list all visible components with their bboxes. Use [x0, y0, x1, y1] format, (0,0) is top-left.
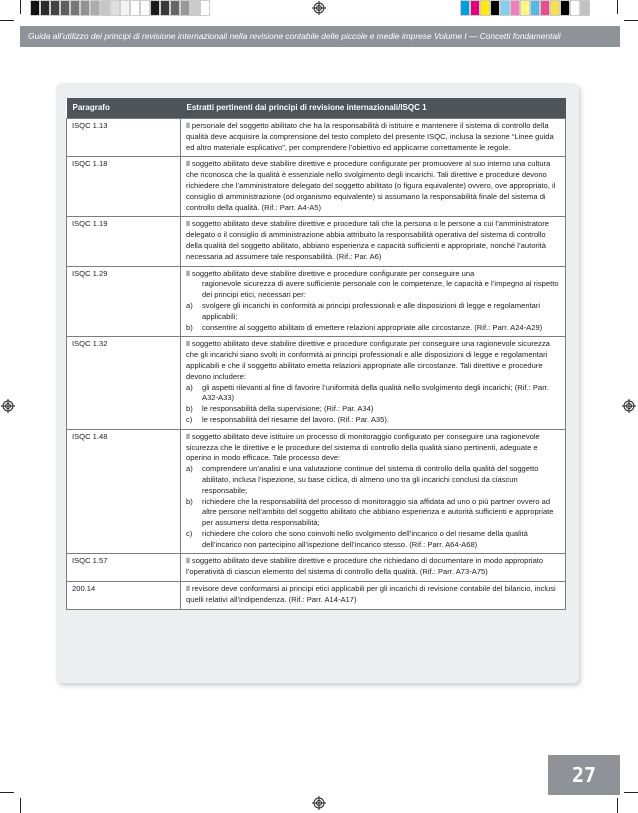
isqc-extracts-table	[66, 98, 566, 610]
color-swatch	[550, 0, 560, 16]
list-item-text: gli aspetti rilevanti al fine di favorire l’uniformità della qualità nello svolgimento degli incarichi; (Rif.: Parr. A32-A33)	[202, 382, 549, 403]
color-swatch	[160, 0, 170, 16]
row-ref: ISQC 1.13	[67, 119, 181, 157]
row-cell	[181, 337, 566, 429]
color-swatch	[530, 0, 540, 16]
list-item	[186, 415, 561, 426]
row-text: Il soggetto abilitato deve stabilire direttive e procedure configurate per conseguire una ragionevole sicurezza che gli incarichi siano svolti in conformità ai principi professionali e alle disposizioni di legge e regolamentari applicabili e che il soggetto abilitato emetta relazioni appropriate alle circostanze. Tali direttive e procedure devono includere:	[186, 339, 550, 381]
list-item	[186, 323, 561, 334]
row-text: Il personale del soggetto abilitato che ha la responsabilità di istituire e mantenere il sistema di controllo della qualità deve acquisire la comprensione del testo completo del presente ISQC, inclusa la sezione “Linee guida ed altro materiale esplicativo”, per comprendere l’obiettivo ed applicarne correttamente le regole.	[181, 119, 566, 157]
color-swatch	[510, 0, 520, 16]
list-item	[186, 529, 561, 551]
table-row	[67, 554, 566, 582]
table-row	[67, 266, 566, 337]
row-text: Il soggetto abilitato deve stabilire direttive e procedure tali che la persona o le persone a cui l’amministratore delegato o il consiglio di amministrazione abbia attribuito la responsabilità operativa del sistema di controllo della qualità del soggetto abilitato, abbiano esperienza e capacità sufficienti e appropriate, nonché l’autorità necessaria ad assumere tale responsabilità. (Rif.: Par. A6)	[181, 217, 566, 266]
color-swatch	[190, 0, 200, 16]
list-marker: a)	[186, 300, 193, 310]
registration-mark-left-icon	[1, 399, 15, 413]
color-swatch	[570, 0, 580, 16]
color-swatch	[140, 0, 150, 16]
table-row	[67, 157, 566, 217]
crop-mark	[0, 792, 14, 793]
list-item-text: le responsabilità della supervisione; (Rif.: Par. A34)	[202, 404, 374, 414]
color-swatch	[200, 0, 210, 16]
row-text: Il revisore deve conformarsi ai principi etici applicabili per gli incarichi di revisione contabile del bilancio, inclusi quelli relativi all’indipendenza. (Rif.: Parr. A14-A17)	[181, 582, 566, 610]
list-marker: c)	[186, 528, 193, 538]
color-swatch	[30, 0, 40, 16]
table-header-row	[67, 98, 566, 119]
row-text: Il soggetto abilitato deve istituire un processo di monitoraggio configurato per conseguire una ragionevole sicurezza che le direttive e le procedure del sistema di controllo della qualità siano pertinenti, adeguate e operino in modo efficace. Tale processo deve:	[186, 431, 540, 463]
crop-mark	[617, 798, 618, 813]
list-marker: b)	[186, 322, 193, 332]
color-swatch	[500, 0, 510, 16]
color-swatch	[540, 0, 550, 16]
color-swatch	[470, 0, 480, 16]
list-item-text: svolgere gli incarichi in conformità ai principi professionali e alle disposizioni di legge e regolamentari applicabili;	[202, 300, 541, 321]
row-ref: ISQC 1.48	[67, 429, 181, 554]
color-swatch	[90, 0, 100, 16]
list-item-text: richiedere che coloro che sono coinvolti nello svolgimento dell’incarico o del riesame della qualità dell’incarico non partecipino all’ispezione dell’incarico stesso. (Rif.: Parr. A64-A68)	[202, 528, 528, 549]
row-ref: ISQC 1.57	[67, 554, 181, 582]
page-number: 27	[548, 755, 620, 795]
list-item-text: le responsabilità del riesame del lavoro. (Rif.: Par. A35).	[202, 414, 389, 424]
color-swatch	[560, 0, 570, 16]
running-header	[20, 26, 620, 47]
list-item-text: comprendere un’analisi e una valutazione continue del sistema di controllo della qualità del soggetto abilitato, inclusa l’ispezione, su base ciclica, di almeno uno tra gli incarichi conclusi da ciascun responsabile;	[202, 464, 539, 495]
list-item	[186, 301, 561, 323]
color-swatch	[170, 0, 180, 16]
color-swatch	[100, 0, 110, 16]
row-ref: 200.14	[67, 582, 181, 610]
color-swatch	[60, 0, 70, 16]
list-item	[186, 404, 561, 415]
crop-mark	[20, 0, 21, 14]
registration-mark-bottom-icon	[312, 796, 326, 810]
list-item	[186, 464, 561, 496]
row-text: Il soggetto abilitato deve stabilire direttive e procedure che richiedano di documentare in modo appropriato l’operatività di ciascun elemento del sistema di controllo della qualità. (Rif.: Parr. A73-A75)	[181, 554, 566, 582]
color-swatch	[50, 0, 60, 16]
color-swatch	[180, 0, 190, 16]
color-swatch	[520, 0, 530, 16]
table-row	[67, 217, 566, 266]
column-header-paragrafo: Paragrafo	[67, 98, 181, 119]
list-marker: a)	[186, 464, 193, 474]
list-marker: b)	[186, 496, 193, 506]
color-swatch	[40, 0, 50, 16]
list-item-text: richiedere che la responsabilità del processo di monitoraggio sia affidata ad uno o più partner ovvero ad altre persone nell’ambito del soggetto abilitato che abbiano esperienza e autorità sufficienti e appropriate per assumersi detta responsabilità;	[202, 496, 554, 528]
crop-mark	[20, 798, 21, 813]
row-ref: ISQC 1.18	[67, 157, 181, 217]
running-title: Guida all’utilizzo dei principi di revisione internazionali nella revisione contabile delle piccole e medie imprese Volume I — Concetti fondamentali	[28, 31, 561, 41]
color-swatch	[480, 0, 490, 16]
row-cell	[181, 429, 566, 554]
table-row	[67, 429, 566, 554]
row-ref: ISQC 1.19	[67, 217, 181, 266]
color-swatch	[460, 0, 470, 16]
color-swatch	[70, 0, 80, 16]
table-row	[67, 337, 566, 429]
list-item	[186, 383, 561, 405]
crop-mark	[624, 20, 638, 21]
crop-mark	[0, 20, 14, 21]
registration-mark-right-icon	[622, 399, 636, 413]
color-swatch	[80, 0, 90, 16]
table-row	[67, 119, 566, 157]
color-swatch	[120, 0, 130, 16]
crop-mark	[617, 0, 618, 14]
color-swatch	[150, 0, 160, 16]
color-swatch	[580, 0, 590, 16]
table-row	[67, 582, 566, 610]
registration-mark-top-icon	[312, 1, 326, 15]
row-text: Il soggetto abilitato deve stabilire direttive e procedure configurate per promuovere al suo interno una cultura che riconosca che la qualità è essenziale nello svolgimento degli incarichi. Tali direttive e procedure devono richiedere che l’amministratore delegato del soggetto abilitato (o figura equivalente) ovvero, ove appropriato, il consiglio di amministrazione (od organismo equivalente) si assumano la responsabilità finale del sistema di controllo della qualità. (Rif.: Parr. A4-A5)	[181, 157, 566, 217]
list-item-text: consentire al soggetto abilitato di emettere relazioni appropriate alle circostanze. (Rif.: Parr. A24-A29)	[202, 322, 543, 332]
list-marker: a)	[186, 382, 193, 392]
row-ref: ISQC 1.29	[67, 266, 181, 337]
color-swatch	[130, 0, 140, 16]
crop-mark	[624, 792, 638, 793]
column-header-estratti: Estratti pertinenti dai principi di revisione internazionali/ISQC 1	[181, 98, 566, 119]
list-item	[186, 497, 561, 529]
list-marker: c)	[186, 414, 193, 424]
row-text: Il soggetto abilitato deve stabilire direttive e procedure configurate per conseguire una	[186, 268, 475, 278]
row-cell	[181, 266, 566, 337]
list-marker: b)	[186, 404, 193, 414]
row-text-continued: ragionevole sicurezza di avere sufficiente personale con le competenze, le capacità e l’impegno al rispetto dei principi etici, necessari per:	[202, 279, 559, 300]
color-swatch	[110, 0, 120, 16]
color-swatch	[490, 0, 500, 16]
row-ref: ISQC 1.32	[67, 337, 181, 429]
